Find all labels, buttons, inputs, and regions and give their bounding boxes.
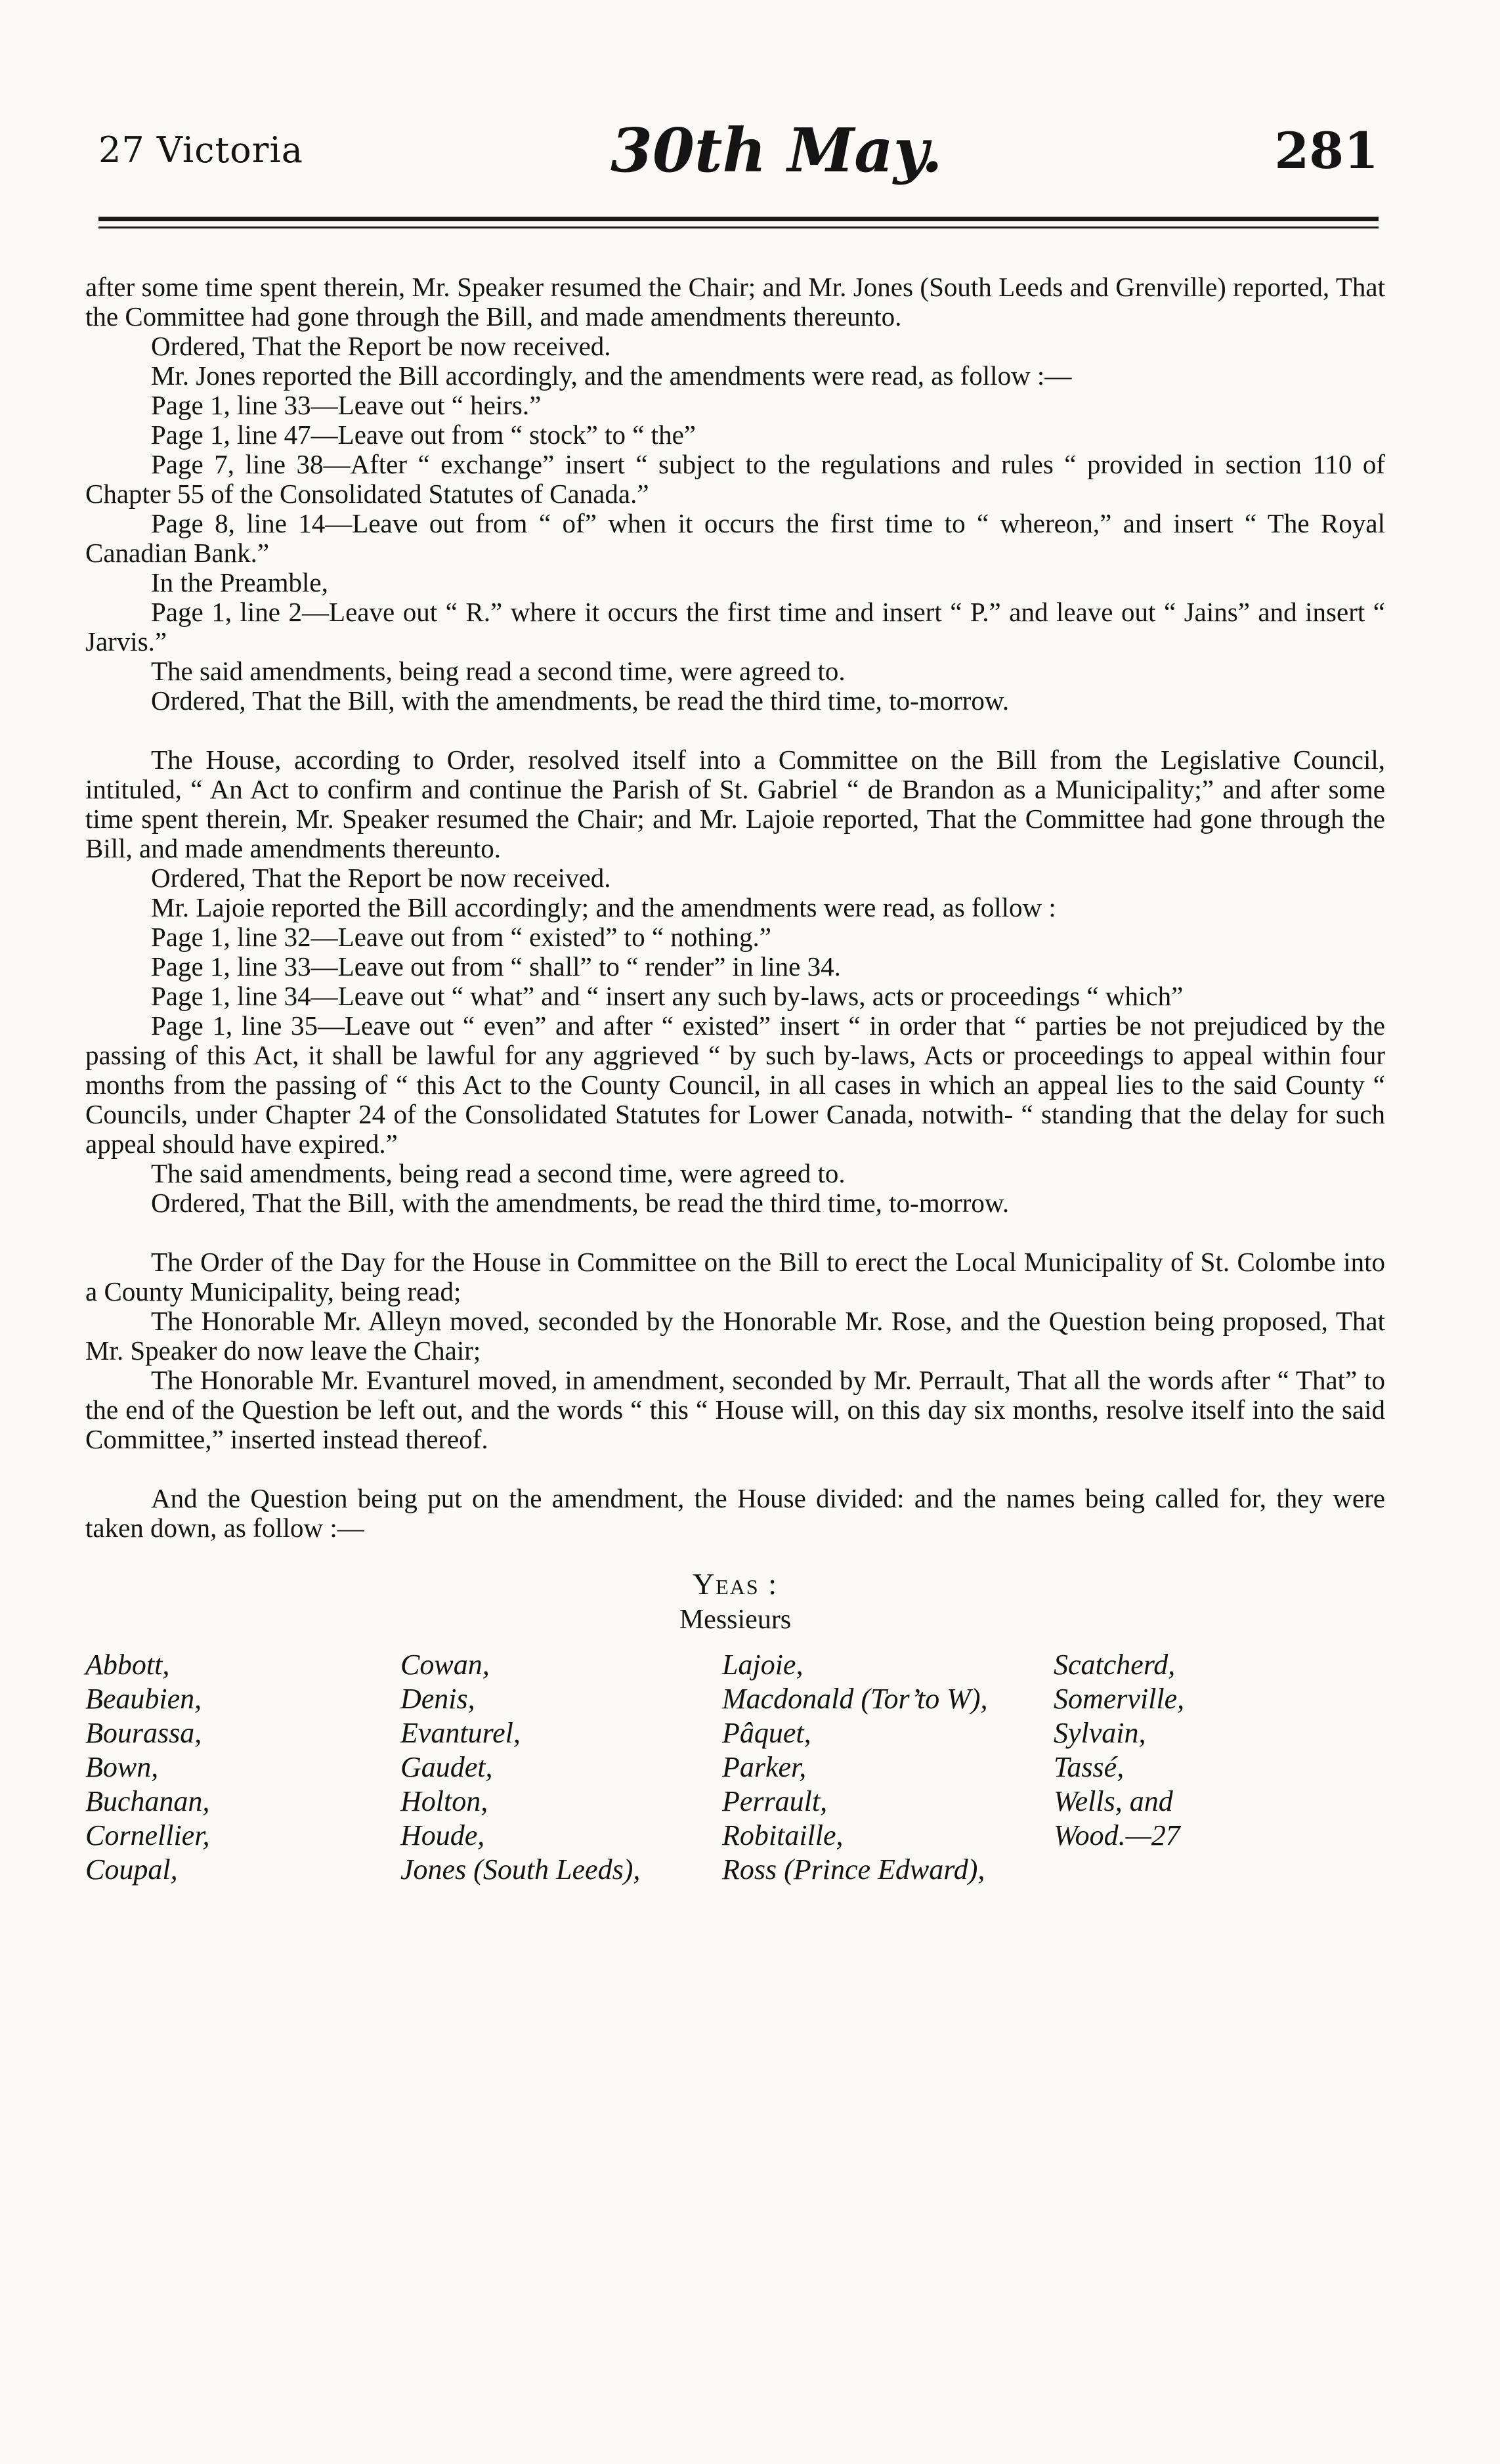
member-name: Wood.—27 [1054,1819,1180,1851]
paragraph: And the Question being put on the amendment, the House divided: and the names being called for, they were taken down, as follow :— [85,1483,1385,1543]
names-column [1054,1648,1385,1887]
names-column [400,1648,722,1887]
paragraph: In the Preamble, [151,567,328,597]
member-name: Houde, [400,1819,485,1851]
paragraph: Page 1, line 47—Leave out from “ stock” to “ the” [151,420,696,450]
names-column [85,1648,400,1887]
paragraph: The Honorable Mr. Alleyn moved, seconded by the Honorable Mr. Rose, and the Question being proposed, That Mr. Speaker do now leave the Chair; [85,1306,1385,1366]
member-name: Holton, [400,1785,488,1817]
paragraph: Page 1, line 34—Leave out “ what” and “ insert any such by-laws, acts or proceedings “ which” [151,981,1184,1011]
paragraph: The Order of the Day for the House in Committee on the Bill to erect the Local Municipality of St. Colombe into a County Municipality, being read; [85,1247,1385,1307]
paragraph: Ordered, That the Report be now received. [151,863,611,893]
journal-body [85,272,1385,1887]
member-name: Perrault, [722,1785,828,1817]
paragraph: Mr. Jones reported the Bill accordingly, and the amendments were read, as follow :— [151,360,1072,391]
paragraph: Ordered, That the Bill, with the amendments, be read the third time, to-morrow. [151,685,1010,716]
header-rule-thick [98,217,1379,221]
member-name: Jones (South Leeds), [400,1853,641,1886]
member-name: Scatcherd, [1054,1649,1176,1681]
member-name: Denis, [400,1683,475,1715]
paragraph: Mr. Lajoie reported the Bill accordingly; and the amendments were read, as follow : [151,892,1056,922]
member-name: Somerville, [1054,1683,1185,1715]
member-name: Evanturel, [400,1717,521,1749]
messieurs-label: Messieurs [679,1605,792,1635]
paragraph: The Honorable Mr. Evanturel moved, in amendment, seconded by Mr. Perrault, That all the words after “ That” to the end of the Question be left out, and the words “ this “ House will, on this day six months, resolve itself into the said Committee,” inserted instead thereof. [85,1365,1385,1454]
paragraph: The said amendments, being read a second time, were agreed to. [151,1158,846,1188]
member-name: Cowan, [400,1649,490,1681]
member-name: Macdonald (Tor’to W), [722,1683,988,1715]
paragraph: Page 1, line 2—Leave out “ R.” where it occurs the first time and insert “ P.” and leave out “ Jains” and insert “ Jarvis.” [85,597,1385,657]
member-name: Cornellier, [85,1819,210,1851]
yeas-heading: Yeas : [693,1567,778,1601]
member-name: Sylvain, [1054,1717,1146,1749]
member-name [1054,1853,1385,1887]
paragraph: Page 1, line 33—Leave out from “ shall” to “ render” in line 34. [151,951,841,982]
names-column [722,1648,1054,1887]
paragraph: The said amendments, being read a second time, were agreed to. [151,656,846,686]
member-name: Wells, and [1054,1785,1173,1817]
page-header [98,115,1379,200]
page-number: 281 [1274,121,1379,180]
paragraph-gap [85,1218,1385,1247]
paragraph: after some time spent therein, Mr. Speaker resumed the Chair; and Mr. Jones (South Leeds and Grenville) reported, That the Committee had gone through the Bill, and made amendments thereunto. [85,272,1385,332]
member-name: Bown, [85,1751,159,1783]
paragraph-gap [85,1454,1385,1484]
member-name: Tassé, [1054,1751,1125,1783]
yeas-names-grid [85,1648,1385,1887]
paragraph: Page 7, line 38—After “ exchange” insert “ subject to the regulations and rules “ provided in section 110 of Chapter 55 of the Consolidated Statutes of Canada.” [85,449,1385,509]
date-heading: 30th May. [611,115,943,186]
member-name: Gaudet, [400,1751,493,1783]
paragraph: Page 1, line 32—Leave out from “ existed” to “ nothing.” [151,922,772,952]
paragraph: Ordered, That the Report be now received. [151,331,611,361]
member-name: Buchanan, [85,1785,210,1817]
paragraph: Ordered, That the Bill, with the amendments, be read the third time, to-morrow. [151,1188,1010,1218]
member-name: Ross (Prince Edward), [722,1853,985,1886]
paragraph: Page 1, line 35—Leave out “ even” and after “ existed” insert “ in order that “ parties be not prejudiced by the passing of this Act, it shall be lawful for any aggrieved “ by such by-laws, Acts or proceedings to appeal within four months from the passing of “ this Act to the County Council, in all cases in which an appeal lies to the said County “ Councils, under Chapter 24 of the Consolidated Statutes for Lower Canada, notwith- “ standing that the delay for such appeal should have expired.” [85,1010,1385,1159]
header-rule-thin [98,227,1379,228]
member-name: Beaubien, [85,1683,202,1715]
member-name: Parker, [722,1751,807,1783]
member-name: Bourassa, [85,1717,202,1749]
member-name: Lajoie, [722,1649,804,1681]
member-name: Robitaille, [722,1819,844,1851]
session-label: 27 Victoria [98,129,303,171]
paragraph: Page 8, line 14—Leave out from “ of” when it occurs the first time to “ whereon,” and insert “ The Royal Canadian Bank.” [85,508,1385,568]
member-name: Abbott, [85,1649,170,1681]
paragraph: The House, according to Order, resolved itself into a Committee on the Bill from the Legislative Council, intituled, “ An Act to confirm and continue the Parish of St. Gabriel “ de Brandon as a Municipality;” and after some time spent therein, Mr. Speaker resumed the Chair; and Mr. Lajoie reported, That the Committee had gone through the Bill, and made amendments thereunto. [85,745,1385,863]
member-name: Coupal, [85,1853,178,1886]
member-name: Pâquet, [722,1717,811,1749]
paragraph-gap [85,716,1385,745]
paragraph: Page 1, line 33—Leave out “ heirs.” [151,390,542,420]
